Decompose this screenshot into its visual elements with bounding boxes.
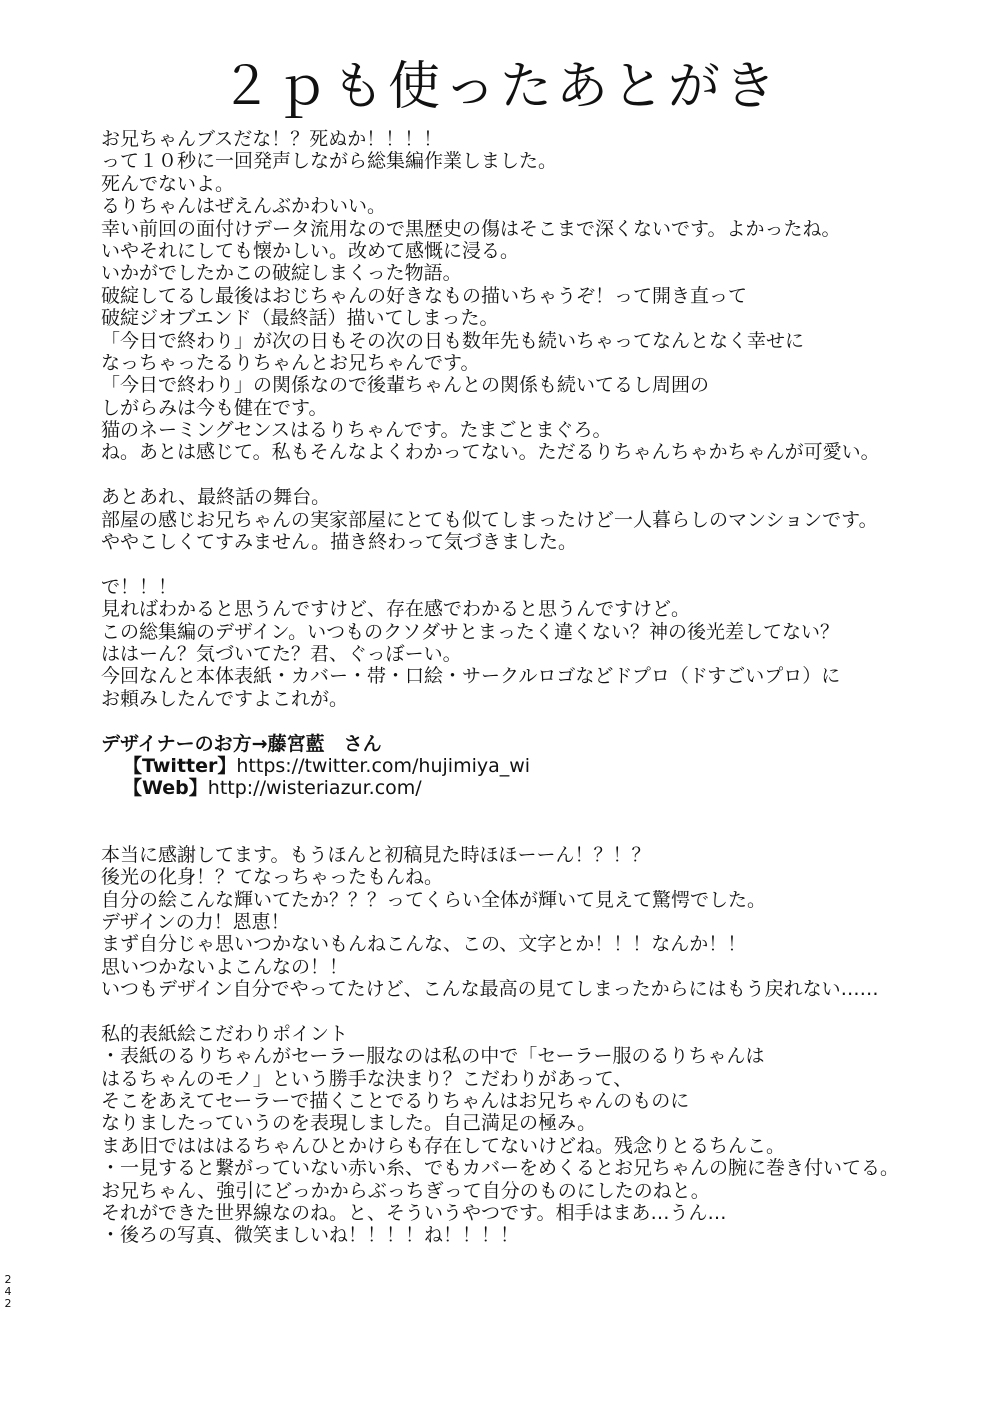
twitter-credit [101,755,981,777]
text-line: なっちゃったるりちゃんとお兄ちゃんです。 [101,351,480,374]
text-line: ・表紙のるりちゃんがセーラー服なのは私の中で「セーラー服のるりちゃんは [101,1045,765,1068]
text-line: ね。あとは感じて。私もそんなよくわかってない。ただるりちゃんちゃかちゃんが可愛い。 [101,441,880,464]
page-number-digit: 2 [4,1297,12,1310]
text-line: ・一見すると繋がっていない赤い糸、でもカバーをめくるとお兄ちゃんの腕に巻き付いてる。 [101,1157,900,1180]
twitter-label: 【Twitter】 [123,754,237,777]
text-line: まず自分じゃ思いつかないもんねこんな、この、文字とか！！！なんか！！ [101,933,747,956]
paragraph-spacer [101,553,981,575]
paragraph-intro [101,128,981,464]
text-line: 「今日で終わり」が次の日もその次の日も数年先も続いちゃってなんとなく幸せに [101,329,805,352]
afterword-body [101,128,981,1247]
text-line: 破綻してるし最後はおじちゃんの好きなもの描いちゃうぞ！って開き直って [101,284,748,307]
text-line: お兄ちゃん、強引にどっかからぶっちぎって自分のものにしたのねと。 [101,1179,710,1202]
text-line: 思いつかないよこんなの！！ [101,955,349,978]
twitter-url: https://twitter.com/hujimiya_wi [236,754,531,777]
text-line: 今回なんと本体表紙・カバー・帯・口絵・サークルロゴなどドプロ（ドすごいプロ）に [101,665,841,688]
text-line: ・後ろの写真、微笑ましいね！！！！ね！！！！ [101,1224,520,1247]
text-line: はるちゃんのモノ」という勝手な決まり？こだわりがあって、 [101,1067,633,1090]
text-line: デザインの力！恩恵！ [101,910,290,933]
text-line: お頼みしたんですよこれが。 [101,687,349,710]
text-line: 後光の化身！？てなっちゃったもんね。 [101,866,444,889]
designer-credit [101,733,981,800]
text-line: 幸い前回の面付けデータ流用なので黒歴史の傷はそこまで深くないです。よかったね。 [101,217,841,240]
paragraph-spacer [101,464,981,486]
text-line: この総集編のデザイン。いつものクソダサとまったく違くない？神の後光差してない？ [101,620,839,643]
text-line: 「今日で終わり」の関係なので後輩ちゃんとの関係も続いてるし周囲の [101,374,710,397]
text-line: ははーん？気づいてた？君、ぐっぼーい。 [101,642,462,665]
text-line: しがらみは今も健在です。 [101,396,328,419]
text-line: 見ればわかると思うんですけど、存在感でわかると思うんですけど。 [101,598,691,621]
text-line: あとあれ、最終話の舞台。 [101,486,331,509]
text-line: まあ旧ではははるちゃんひとかけらも存在してないけどね。残念りとるちんこ。 [101,1134,786,1157]
paragraph-spacer [101,1000,981,1022]
page-title: ２ｐも使ったあとがき [219,57,780,117]
text-line: 部屋の感じお兄ちゃんの実家部屋にとても似てしまったけど一人暮らしのマンションです。 [101,508,878,531]
paragraph-cover-points [101,1023,981,1247]
text-line: 破綻ジオブエンド（最終話）描いてしまった。 [101,307,499,330]
paragraph-spacer [101,710,981,732]
paragraph-setting [101,486,981,553]
web-label: 【Web】 [123,777,208,800]
web-url: http://wisteriazur.com/ [207,777,422,800]
text-line: 自分の絵こんな輝いてたか？？？ってくらい全体が輝いて見えて驚愕でした。 [101,888,767,911]
text-line: それができた世界線なのね。と、そういうやつです。相手はまあ…うん… [101,1201,727,1224]
web-credit [101,777,981,799]
text-line: いつもデザイン自分でやってたけど、こんな最高の見てしまったからにはもう戻れない…… [101,978,879,1001]
text-line: 私的表紙絵こだわりポイント [101,1022,349,1045]
text-line: いかがでしたかこの破綻しまくった物語。 [101,262,462,285]
text-line: 死んでないよ。 [101,172,235,195]
page-number-digit: 4 [4,1285,12,1298]
paragraph-design [101,576,981,710]
text-line: るりちゃんはぜえんぶかわいい。 [101,195,387,218]
page-number [2,1274,14,1310]
designer-name: デザイナーのお方→藤宮藍 さん [101,732,382,755]
text-line: 猫のネーミングセンスはるりちゃんです。たまごとまぐろ。 [101,419,612,442]
text-line: いやそれにしても懐かしい。改めて感慨に浸る。 [101,239,520,262]
paragraph-thanks [101,844,981,1001]
text-line: で！！！ [101,575,178,598]
text-line: ややこしくてすみません。描き終わって気づきました。 [101,531,577,554]
text-line: 本当に感謝してます。もうほんと初稿見た時ほほーーん！？！？ [101,843,651,866]
text-line: お兄ちゃんブスだな！？死ぬか！！！！ [101,128,443,150]
text-line: って１０秒に一回発声しながら総集編作業しました。 [101,150,558,173]
text-line: なりましたっていうのを表現しました。自己満足の極み。 [101,1112,597,1135]
text-line: そこをあえてセーラーで描くことでるりちゃんはお兄ちゃんのものに [101,1090,690,1113]
section-spacer [101,800,981,844]
page-number-digit: 2 [4,1273,12,1286]
